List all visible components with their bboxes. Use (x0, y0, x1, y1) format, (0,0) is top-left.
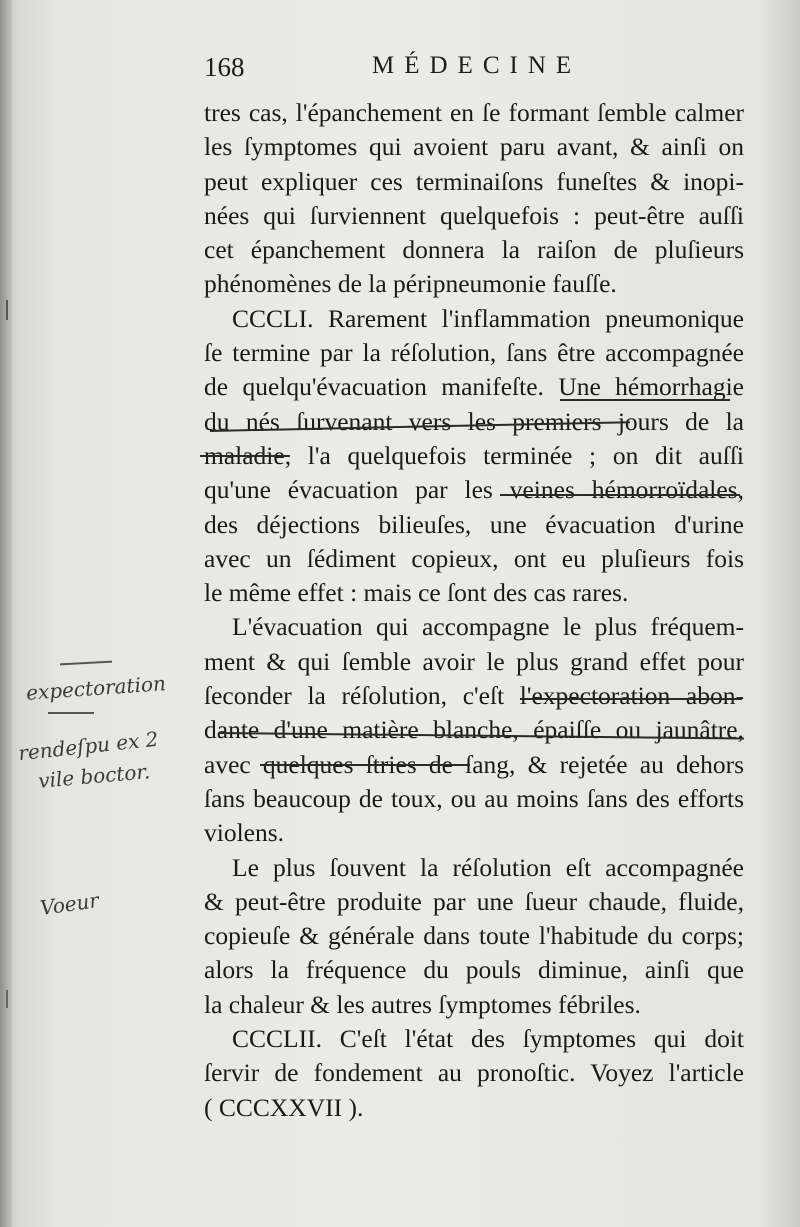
text-line: tres cas, l'épanchement en ſe formant ſemble calmer (204, 98, 744, 127)
underline-mark (520, 698, 742, 700)
text-line: dante d'une matière blanche, épaiſſe ou jaunâtre, (204, 715, 744, 745)
underline-mark (260, 764, 470, 766)
paragraph-start: Le plus ſouvent la réſolution eſt accompagnée (232, 852, 744, 882)
margin-note: expectoration (25, 671, 167, 705)
running-title: MÉDECINE (372, 52, 582, 79)
text-line: avec un ſédiment copieux, ont eu pluſieurs fois (204, 543, 744, 573)
paragraph-start: CCCLI. Rarement l'inflammation pneumonique (232, 303, 744, 333)
text-line: ſeconder la réſolution, c'eſt l'expectoration abon- (204, 681, 744, 711)
margin-note: vile boctor. (37, 759, 151, 793)
text-line: qu'une évacuation par les veines hémorroïdales, (204, 475, 744, 505)
text-line: phénomènes de la péripneumonie fauſſe. (204, 269, 617, 299)
page-binding-edge (0, 0, 12, 1227)
running-head (204, 48, 584, 88)
paragraph-start: CCCLII. C'eſt l'état des ſymptomes qui doit (232, 1024, 744, 1054)
margin-stroke (6, 990, 8, 1008)
text-line: ment & qui ſemble avoir le plus grand effet pour (204, 646, 744, 676)
text-line: des déjections bilieuſes, une évacuation d'urine (204, 509, 744, 539)
text-line: ſans beaucoup de toux, ou au moins ſans des efforts (204, 783, 744, 813)
text-line: alors la fréquence du pouls diminue, ainſi que (204, 955, 744, 985)
underline-mark (500, 494, 740, 496)
underline-mark (560, 399, 730, 401)
margin-note: Voeur (38, 888, 101, 920)
text-line: ſe termine par la réſolution, ſans être accompagnée (204, 338, 744, 368)
body-text (204, 96, 744, 1125)
text-line: cet épanchement donnera la raiſon de pluſieurs (204, 235, 744, 265)
text-line: de quelqu'évacuation manifeſte. Une hémorrhagie (204, 372, 744, 402)
text-line: avec quelques ſtries de ſang, & rejetée au dehors (204, 749, 744, 779)
margin-stroke (6, 300, 8, 320)
text-line: nées qui ſurviennent quelquefois : peut-être auſſi (204, 200, 744, 230)
text-line: & peut-être produite par une ſueur chaude, fluide, (204, 886, 744, 916)
margin-note: rendeſpu ex 2 (17, 726, 160, 766)
text-line: ( CCCXXVII ). (204, 1092, 364, 1122)
page-number: 168 (204, 52, 245, 82)
text-line: du nés ſurvenant vers les premiers jours de la (204, 406, 744, 436)
text-line: maladie, l'a quelquefois terminée ; on dit auſſi (204, 440, 744, 470)
text-line: les ſymptomes qui avoient paru avant, & ainſi on (204, 132, 744, 162)
margin-stroke (48, 712, 94, 714)
text-line: la chaleur & les autres ſymptomes fébriles. (204, 989, 641, 1019)
text-line: violens. (204, 818, 285, 848)
text-line: peut expliquer ces terminaiſons funeſtes & inopi- (204, 166, 744, 196)
text-line: le même effet : mais ce ſont des cas rares. (204, 578, 629, 608)
paragraph-start: L'évacuation qui accompagne le plus fréquem- (232, 612, 744, 642)
text-line: copieuſe & générale dans toute l'habitude du corps; (204, 921, 744, 951)
text-line: ſervir de fondement au pronoſtic. Voyez l'article (204, 1058, 744, 1088)
margin-stroke (60, 661, 112, 666)
underline-mark (200, 455, 290, 457)
